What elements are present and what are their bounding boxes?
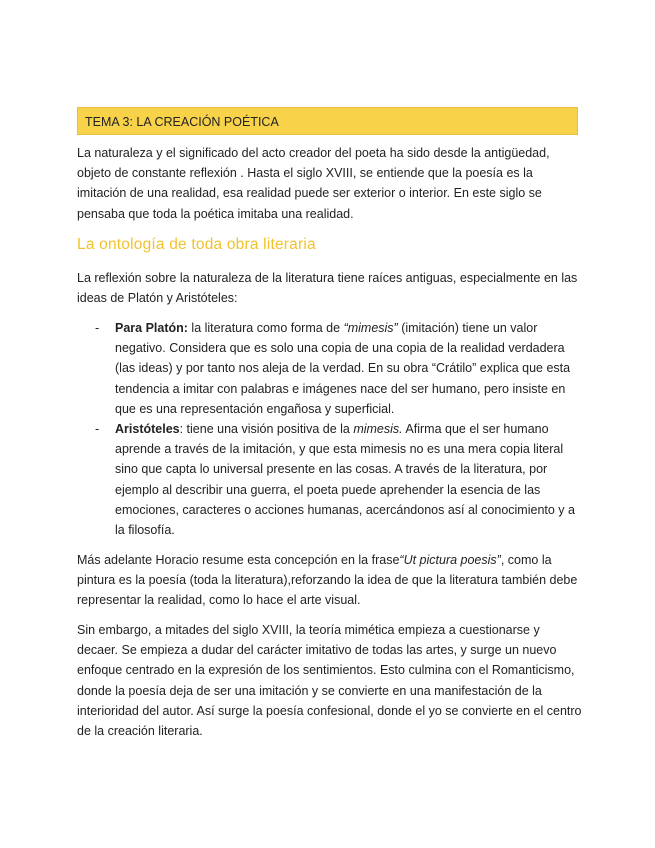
list-bullet: - [95, 422, 100, 437]
section-lead-paragraph: La reflexión sobre la naturaleza de la literatura tiene raíces antiguas, especialmente en las ideas de Platón y Aristóteles: [77, 271, 578, 306]
list-item-text: Afirma que el ser humano aprende a través de la imitación, y que esta mimesis no es una mera copia literal sino que capta lo universal presente en las cosas. A través de la literatura, por ejemplo al describir una guerra, el poeta puede aprehender la esencia de las emociones, caracteres o acciones humanas, acercándonos así al conocimiento y a la filosofía. [115, 422, 575, 538]
closing-paragraph: Sin embargo, a mitades del siglo XVIII, la teoría mimética empieza a cuestionarse y decaer. Se empieza a dudar del carácter imitativo de todas las artes, y surge un nuevo enfoque centrado en la expresión de los sentimientos. Esto culmina con el Romanticismo, donde la poesía deja de ser una imitación y se convierte en una manifestación de la interioridad del autor. Así surge la poesía confesional, donde el yo se convierte en el centro de la creación literaria. [77, 623, 582, 739]
topic-banner [77, 107, 578, 135]
list-item-emphasis: mimesis. [353, 422, 403, 437]
list-item-term: Aristóteles [115, 422, 180, 437]
list-item [77, 318, 582, 419]
section-heading: La ontología de toda obra literaria [77, 236, 316, 253]
horacio-paragraph [77, 550, 582, 611]
topic-title: TEMA 3: LA CREACIÓN POÉTICA [85, 115, 279, 129]
list-item [77, 419, 582, 540]
list-item-text: : tiene una visión positiva de la [179, 422, 354, 437]
quote-emphasis: “Ut pictura poesis” [399, 553, 501, 567]
paragraph-text: Más adelante Horacio resume esta concepción en la frase [77, 553, 400, 567]
intro-paragraph: La naturaleza y el significado del acto creador del poeta ha sido desde la antigüedad, objeto de constante reflexión . Hasta el siglo XVIII, se entiende que la poesía es la imitación de una realidad, esa realidad puede ser exterior o interior. En este siglo se pensaba que toda la poética imitaba una realidad. [77, 146, 550, 221]
list-bullet: - [95, 321, 100, 335]
paragraph-text: , como la pintura es la poesía (toda la literatura),reforzando la idea de que la literatura también debe representar la realidad, como lo hace el arte visual. [77, 553, 578, 608]
list-item-text: (imitación) tiene un valor negativo. Considera que es solo una copia de una copia de la realidad verdadera (las ideas) y por tanto nos aleja de la verdad. En su obra “Crátilo” explica que esta tendencia a imitar con palabras e imágenes nace del ser humano, pero insiste en que es una representación engañosa y superficial. [115, 321, 571, 416]
list-item-term: Para Platón: [115, 321, 188, 335]
philosophers-list [77, 318, 582, 540]
list-item-emphasis: “mimesis” [343, 321, 398, 335]
list-item-text: la literatura como forma de [187, 321, 344, 335]
